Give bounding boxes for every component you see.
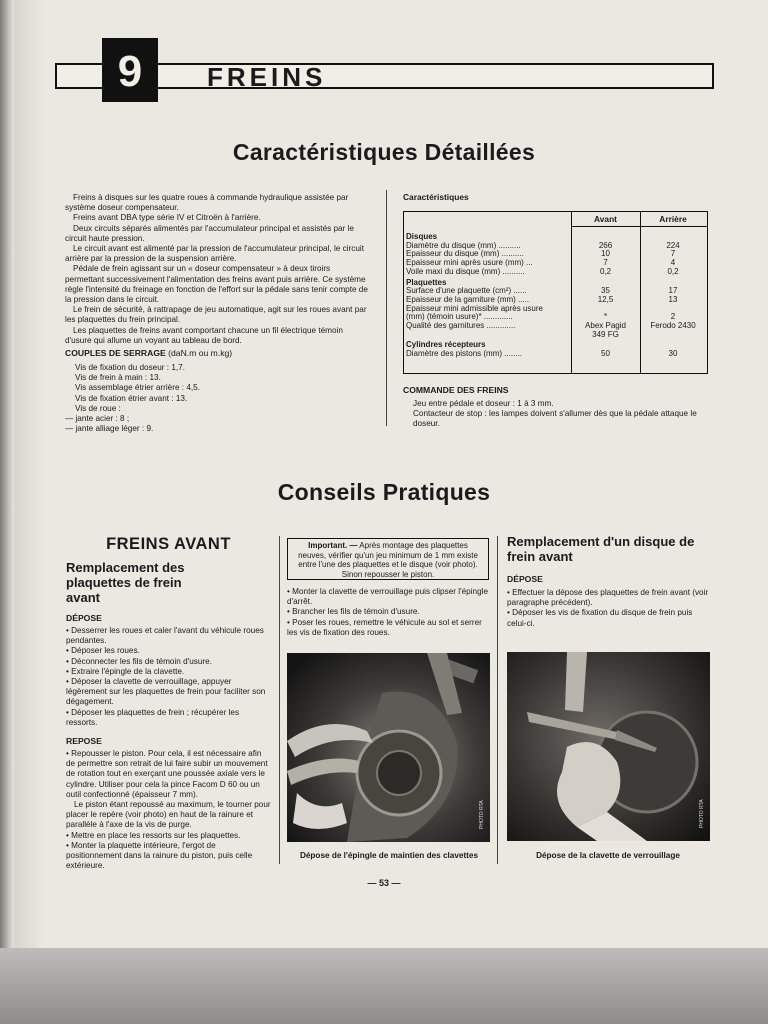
depose-item: • Desserrer les roues et caler l'avant du véhicule roues pendantes. <box>66 626 264 646</box>
commande-item: Jeu entre pédale et doseur : 1 à 3 mm. <box>413 399 554 408</box>
repose-heading: REPOSE <box>66 736 102 747</box>
couples-list <box>65 363 371 434</box>
table-cell-label: Cylindres récepteurs <box>406 341 486 350</box>
table-row <box>406 242 707 251</box>
table-row <box>406 250 707 259</box>
depose-item: • Déconnecter les fils de témoin d'usure. <box>66 656 212 666</box>
table-cell-label: Epaisseur mini après usure (mm) ... <box>406 259 533 268</box>
repose-item: • Repousser le piston. Pour cela, il est nécessaire afin de permettre son retrait de lui faire subir un mouvement de rotation tout en exerçant une poussée axiale vers le cylindre. Utiliser pour cela la pince Facom D 60 ou un outil confectionné (épaisseur 7 mm). <box>66 749 268 799</box>
couple-item: Vis de fixation étrier avant : 13. <box>75 393 188 403</box>
commande-heading: COMMANDE DES FREINS <box>403 385 509 395</box>
table-cell-avant: 349 FG <box>592 329 619 339</box>
important-text: Après montage des plaquettes neuves, vérifier qu'un jeu minimum de 1 mm existe entre l'une des plaquettes et le disque (voir photo). Sinon repousser le piston. <box>298 541 478 579</box>
table-body <box>406 233 707 359</box>
intro-paragraph: Le frein de sécurité, à rattrapage de jeu automatique, agit sur les roues avant par les plaquettes du frein principal. <box>65 305 367 325</box>
step-item: • Brancher les fils de témoin d'usure. <box>287 607 420 617</box>
repose-list <box>66 749 271 871</box>
photo-clavette-caption: Dépose de la clavette de verrouillage <box>536 851 680 860</box>
table-cell-arriere <box>640 331 706 340</box>
depose-item: • Déposer les roues. <box>66 646 140 656</box>
table-cell-label <box>406 331 571 340</box>
important-note-box <box>287 538 489 580</box>
chapter-title: FREINS <box>207 62 327 92</box>
table-cell-label: Qualité des garnitures ............. <box>406 322 516 331</box>
table-row <box>406 305 707 314</box>
table-cell-label: (mm) (témoin usure)* ............. <box>406 313 513 322</box>
column-divider <box>386 190 387 426</box>
table-caption: Caractéristiques <box>403 192 469 202</box>
depose-list <box>66 626 271 728</box>
chapter-number: 9 <box>117 47 143 96</box>
table-cell-avant: 35 <box>601 286 610 296</box>
table-row <box>406 350 707 359</box>
table-row <box>406 268 707 277</box>
couples-unit: (daN.m ou m.kg) <box>168 348 233 358</box>
table-cell-arriere: 7 <box>670 249 676 259</box>
table-group-row <box>406 233 707 242</box>
photo-clavette <box>507 652 710 841</box>
couple-item: Vis de fixation du doseur : 1,7. <box>75 363 185 372</box>
photo-epingle <box>287 653 490 842</box>
characteristics-table <box>403 211 708 374</box>
table-cell-label: Epaisseur de la garniture (mm) ..... <box>406 295 530 304</box>
intro-paragraph: Freins avant DBA type série IV et Citroën à l'arrière. <box>73 213 261 223</box>
table-group-row <box>406 279 707 288</box>
table-row <box>406 322 707 331</box>
table-cell-label: Epaisseur du disque (mm) .......... <box>406 250 524 259</box>
commande-section <box>403 385 713 430</box>
intro-paragraph: Freins à disques sur les quatre roues à commande hydraulique assistée par système doseur compensateur. <box>65 193 349 213</box>
couple-item: Vis assemblage étrier arrière : 4,5. <box>75 383 200 393</box>
commande-item: Contacteur de stop : les lampes doivent s'allumer dès que la pédale attaque le doseur. <box>413 409 697 429</box>
repose-item: • Mettre en place les ressorts sur les plaquettes. <box>66 830 241 840</box>
table-cell-avant: 266 <box>598 240 613 250</box>
col-disque <box>507 534 712 629</box>
intro-paragraph: Les plaquettes de freins avant comportant chacune un fil électrique témoin d'usure qui allume un voyant au tableau de bord. <box>65 325 343 345</box>
table-cell-avant: 50 <box>601 349 610 359</box>
background-surface <box>0 948 768 1024</box>
section-title-caracteristiques: Caractéristiques Détaillées <box>232 139 536 165</box>
section-title-conseils: Conseils Pratiques <box>277 479 491 505</box>
table-cell-label: Epaisseur mini admissible après usure <box>406 304 543 313</box>
depose-item: • Déposer la clavette de verrouillage, appuyer légèrement sur les plaquettes de frein pour faciliter son dégagement. <box>66 677 266 707</box>
disque-depose-heading: DÉPOSE <box>507 574 543 584</box>
disque-step-item: • Effectuer la dépose des plaquettes de frein avant (voir paragraphe précédent). <box>507 588 709 608</box>
disque-step-item: • Déposer les vis de fixation du disque de frein puis celui-ci. <box>507 608 693 628</box>
table-cell-arriere: 30 <box>668 349 678 359</box>
intro-text <box>65 193 371 346</box>
couple-item: Vis de roue : <box>75 403 121 413</box>
table-group-row <box>406 341 707 350</box>
couples-heading: COUPLES DE SERRAGE (daN.m ou m.kg) <box>65 348 233 358</box>
depose-heading: DÉPOSE <box>66 613 102 623</box>
table-cell-arriere: 224 <box>666 240 680 250</box>
freins-avant-heading: FREINS AVANT <box>106 535 231 553</box>
depose-item: • Déposer les plaquettes de frein ; récupérer les ressorts. <box>66 707 240 727</box>
couples-section <box>65 348 371 434</box>
table-cell-label: Voile maxi du disque (mm) .......... <box>406 267 525 276</box>
table-row <box>406 259 707 268</box>
table-cell-label: Plaquettes <box>406 278 447 287</box>
table-cell-label: Diamètre du disque (mm) .......... <box>406 241 521 250</box>
photo-epingle-image <box>287 653 490 842</box>
table-cell-arriere: 0,2 <box>667 266 679 276</box>
table-cell-arriere: 13 <box>668 294 678 304</box>
photo-epingle-caption: Dépose de l'épingle de maintien des clavettes <box>299 851 479 860</box>
table-cell-avant: 12,5 <box>597 294 614 304</box>
column-divider <box>279 536 280 864</box>
disque-subheading: Remplacement d'un disque de frein avant <box>507 534 695 564</box>
depose-item: • Extraire l'épingle de la clavette. <box>66 666 185 676</box>
important-label: Important. — <box>308 541 358 550</box>
table-cell-arriere: Ferodo 2430 <box>650 321 696 331</box>
intro-paragraph: Le circuit avant est alimenté par la pression de l'accumulateur principal, le circuit arrière par la pression de la suspension arrière. <box>65 244 364 264</box>
couple-item: Vis de frein à main : 13. <box>75 373 161 383</box>
table-cell-arriere: 2 <box>670 312 676 322</box>
table-row <box>406 287 707 296</box>
table-cell-label: Surface d'une plaquette (cm²) ...... <box>406 287 527 296</box>
table-cell-label: Diamètre des pistons (mm) ........ <box>406 350 523 359</box>
repose-item: • Monter la plaquette intérieure, l'ergot de positionnement dans la rainure du piston, puis celle extérieure. <box>66 840 253 871</box>
col-freins-avant <box>66 534 271 871</box>
table-cell-arriere: 17 <box>668 286 678 296</box>
table-cell-avant: 7 <box>603 258 608 268</box>
column-divider <box>497 536 498 864</box>
step-item: • Poser les roues, remettre le véhicule au sol et serrer les vis de fixation des roues. <box>287 617 482 637</box>
table-cell-arriere: 4 <box>670 258 676 268</box>
table-header-line <box>571 226 707 227</box>
plaquettes-subheading: Remplacement des plaquettes de frein avant <box>66 560 185 605</box>
photo-clavette-image <box>507 652 710 841</box>
table-row <box>406 296 707 305</box>
couple-item: — jante alliage léger : 9. <box>65 424 154 434</box>
table-cell-avant: 0,2 <box>599 266 612 276</box>
intro-paragraph: Pédale de frein agissant sur un « doseur compensateur » à deux tiroirs permettant successivement l'alimentation des freins avant puis arrière. Ce système règle l'intensité du freinage en fonction de l'effort sur la pédale sans tenir compte de la pression dans le circuit. <box>65 264 368 305</box>
page-number: — 53 — <box>367 878 401 888</box>
photo-credit: PHOTO RTA <box>699 799 705 828</box>
step-item: • Monter la clavette de verrouillage puis clipser l'épingle d'arrêt. <box>287 587 489 607</box>
photo-credit: PHOTO RTA <box>479 800 485 829</box>
table-row <box>406 331 707 340</box>
col2-steps <box>287 587 490 638</box>
table-cell-avant: 10 <box>601 249 610 259</box>
intro-paragraph: Deux circuits séparés alimentés par l'accumulateur principal et assistés par le circuit haute pression. <box>65 223 354 243</box>
repose-item: Le piston étant repoussé au maximum, le tourner pour placer le repère (voir photo) en haut de la rainure et parallèle à l'axe de la vis de purge. <box>66 800 271 830</box>
table-header-avant: Avant <box>594 214 617 224</box>
table-header-arriere: Arrière <box>659 214 687 224</box>
couple-item: — jante acier : 8 ; <box>65 414 130 424</box>
table-cell-avant: * <box>603 312 608 322</box>
table-cell-avant: Abex Pagid <box>585 321 626 331</box>
table-cell-label: Disques <box>406 233 438 241</box>
